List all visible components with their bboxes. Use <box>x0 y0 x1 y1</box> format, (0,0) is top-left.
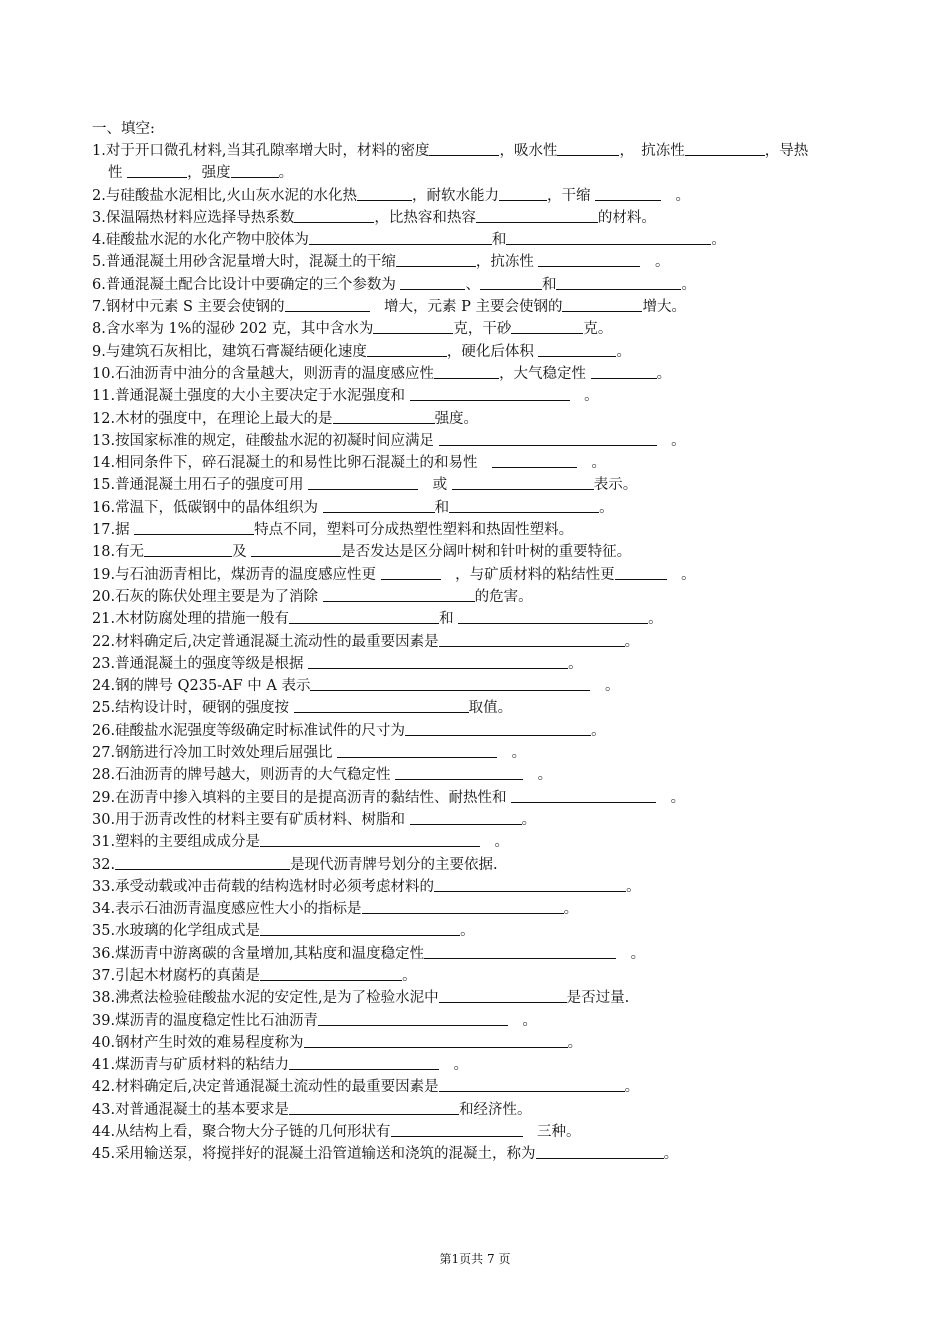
question-number: 16. <box>92 499 116 516</box>
question-item <box>92 1143 867 1165</box>
question-text: 的危害。 <box>474 588 533 605</box>
question-text: 在沥青中掺入填料的主要目的是提高沥青的黏结性、耐热性和 <box>115 789 512 806</box>
question-text: 是否过量. <box>566 990 630 1007</box>
answer-blank[interactable] <box>492 453 577 468</box>
question-item <box>92 1054 867 1076</box>
question-text: 。 <box>711 232 726 249</box>
question-text: 和 <box>491 232 507 249</box>
answer-blank[interactable] <box>511 319 583 334</box>
question-text: 结构设计时，硬钢的强度按 <box>115 700 294 717</box>
answer-blank[interactable] <box>595 186 661 201</box>
question-item <box>92 943 867 965</box>
question-text: 增大，元素 P 主要会使钢的 <box>369 299 563 316</box>
question-item <box>92 697 867 719</box>
question-item <box>92 608 867 630</box>
answer-blank[interactable] <box>308 654 568 669</box>
question-continuation <box>92 162 293 184</box>
question-text: 。 <box>577 455 607 472</box>
question-text: ，与矿质材料的粘结性更 <box>440 566 615 583</box>
question-text: 对普通混凝土的基本要求是 <box>115 1101 290 1118</box>
answer-blank[interactable] <box>538 342 616 357</box>
question-text: 增大。 <box>642 299 686 316</box>
question-text: 据 <box>115 522 135 539</box>
answer-blank[interactable] <box>260 966 402 981</box>
question-text: 普通混凝土的强度等级是根据 <box>115 655 309 672</box>
question-text: 引起木材腐朽的真菌是 <box>115 967 261 984</box>
question-text: 。 <box>624 633 640 650</box>
question-text: 。 <box>567 1034 583 1051</box>
question-text: 。 <box>497 745 527 762</box>
answer-blank[interactable] <box>294 208 374 223</box>
question-number: 44. <box>92 1124 116 1141</box>
question-number: 30. <box>92 811 116 828</box>
question-item <box>92 274 867 296</box>
question-text: 。 <box>666 566 696 583</box>
question-item <box>92 140 867 185</box>
answer-blank[interactable] <box>405 721 591 736</box>
question-text: 、 <box>465 276 480 293</box>
question-number: 32. <box>92 856 116 873</box>
question-item <box>92 474 867 496</box>
question-item <box>92 229 867 251</box>
question-text: ，比热容和热容 <box>374 209 476 226</box>
question-number: 23. <box>92 655 116 672</box>
question-text: 与石油沥青相比，煤沥青的温度感应性更 <box>115 566 381 583</box>
question-text: 。 <box>563 901 579 918</box>
answer-blank[interactable] <box>511 788 656 803</box>
question-text: 或 <box>418 477 452 494</box>
answer-blank[interactable] <box>536 1144 664 1159</box>
question-text: 和 <box>434 499 450 516</box>
question-text: 和经济性。 <box>459 1101 532 1118</box>
answer-blank[interactable] <box>260 832 480 847</box>
question-number: 4. <box>92 232 106 249</box>
question-text: ，抗冻性 <box>475 254 539 271</box>
question-text: 。 <box>439 1057 469 1074</box>
question-text: 沸煮法检验硅酸盐水泥的安定性,是为了检验水泥中 <box>115 990 439 1007</box>
answer-blank[interactable] <box>556 275 681 290</box>
question-item <box>92 519 867 541</box>
question-text: 克。 <box>583 321 613 338</box>
answer-blank[interactable] <box>429 141 499 156</box>
question-number: 11. <box>92 388 116 405</box>
answer-blank[interactable] <box>439 632 625 647</box>
question-text: 。 <box>402 967 417 984</box>
question-text: 特点不同，塑料可分成热塑性塑料和热固性塑料。 <box>254 522 574 539</box>
question-text: 普通混凝土用石子的强度可用 <box>115 477 309 494</box>
question-text: 。 <box>521 811 537 828</box>
question-item <box>92 251 867 273</box>
answer-blank[interactable] <box>381 565 441 580</box>
question-text: 材料确定后,决定普通混凝土流动性的最重要因素是 <box>115 1079 439 1096</box>
answer-blank[interactable] <box>538 252 640 267</box>
question-number: 27. <box>92 745 116 762</box>
question-number: 12. <box>92 410 116 427</box>
question-text: 普通混凝土强度的大小主要决定于水泥强度和 <box>115 388 410 405</box>
question-text: 有无 <box>115 544 145 561</box>
answer-blank[interactable] <box>458 609 648 624</box>
question-text: 。 <box>661 187 691 204</box>
question-item <box>92 296 867 318</box>
question-text: 的材料。 <box>597 209 656 226</box>
question-item <box>92 430 867 452</box>
question-item <box>92 764 867 786</box>
question-item <box>92 1076 867 1098</box>
question-item <box>92 408 867 430</box>
answer-blank[interactable] <box>289 609 439 624</box>
answer-blank[interactable] <box>357 186 412 201</box>
question-text: ，硬化后体积 <box>446 343 539 360</box>
question-item <box>92 876 867 898</box>
question-number: 1. <box>92 143 106 159</box>
question-number: 15. <box>92 477 116 494</box>
question-number: 9. <box>92 343 106 360</box>
question-item <box>92 318 867 340</box>
question-item <box>92 541 867 563</box>
question-text: 木材的强度中，在理论上最大的是 <box>115 410 333 427</box>
question-text: 承受动载或冲击荷载的结构选材时必须考虑材料的 <box>115 878 435 895</box>
answer-blank[interactable] <box>506 230 711 245</box>
question-text: 钢的牌号 Q235-AF 中 A 表示 <box>115 678 311 695</box>
question-text: 。 <box>569 388 599 405</box>
question-text: 。 <box>591 722 606 739</box>
answer-blank[interactable] <box>439 988 567 1003</box>
question-number: 31. <box>92 834 116 851</box>
question-text: 。 <box>656 432 686 449</box>
answer-blank[interactable] <box>309 230 492 245</box>
question-number: 3. <box>92 209 106 226</box>
question-number: 6. <box>92 276 106 293</box>
answer-blank[interactable] <box>323 587 475 602</box>
answer-blank[interactable] <box>134 520 254 535</box>
question-number: 21. <box>92 611 116 628</box>
question-number: 24. <box>92 678 116 695</box>
question-text: 煤沥青的温度稳定性比石油沥青 <box>115 1012 319 1029</box>
question-item <box>92 1099 867 1121</box>
question-number: 17. <box>92 522 116 539</box>
question-number: 19. <box>92 566 116 583</box>
answer-blank[interactable] <box>499 186 547 201</box>
question-text: 塑料的主要组成成分是 <box>115 834 261 851</box>
question-number: 36. <box>92 945 116 962</box>
answer-blank[interactable] <box>396 252 476 267</box>
question-text: 与硅酸盐水泥相比,火山灰水泥的水化热 <box>105 187 357 204</box>
question-text: 石油沥青中油分的含量越大，则沥青的温度感应性 <box>115 365 435 382</box>
question-item <box>92 831 867 853</box>
answer-blank[interactable] <box>310 676 590 691</box>
question-number: 8. <box>92 321 106 338</box>
question-text: 按国家标准的规定，硅酸盐水泥的初凝时间应满足 <box>115 432 439 449</box>
answer-blank[interactable] <box>115 855 290 870</box>
question-text: ，耐软水能力 <box>411 187 499 204</box>
question-text: ，干缩 <box>546 187 596 204</box>
question-item <box>92 987 867 1009</box>
question-text: 。 <box>681 276 696 293</box>
question-item <box>92 809 867 831</box>
answer-blank[interactable] <box>615 565 667 580</box>
question-text: 。 <box>460 923 475 940</box>
question-number: 40. <box>92 1034 116 1051</box>
question-number: 43. <box>92 1101 116 1118</box>
question-text: 。 <box>624 1079 640 1096</box>
answer-blank[interactable] <box>557 141 619 156</box>
answer-blank[interactable] <box>144 542 232 557</box>
answer-blank[interactable] <box>410 386 570 401</box>
question-list <box>92 140 867 1166</box>
question-text: 。 <box>640 254 670 271</box>
question-text: 相同条件下，碎石混凝土的和易性比卵石混凝土的和易性 <box>115 455 493 472</box>
answer-blank[interactable] <box>333 409 435 424</box>
answer-blank[interactable] <box>439 1077 625 1092</box>
answer-blank[interactable] <box>476 208 598 223</box>
question-number: 29. <box>92 789 116 806</box>
question-item <box>92 787 867 809</box>
question-text: 常温下，低碳钢中的晶体组织为 <box>115 499 323 516</box>
question-number: 42. <box>92 1079 116 1096</box>
question-number: 39. <box>92 1012 116 1029</box>
answer-blank[interactable] <box>391 1122 523 1137</box>
question-text: 。 <box>616 945 646 962</box>
question-text: 含水率为 1%的湿砂 202 克，其中含水为 <box>105 321 374 338</box>
question-text: 和 <box>439 611 459 628</box>
question-number: 2. <box>92 187 106 204</box>
question-text: 。 <box>616 343 631 360</box>
answer-blank[interactable] <box>289 1055 439 1070</box>
question-item <box>92 1010 867 1032</box>
question-text: 用于沥青改性的材料主要有矿质材料、树脂和 <box>115 811 410 828</box>
question-item <box>92 564 867 586</box>
answer-blank[interactable] <box>294 698 469 713</box>
question-number: 34. <box>92 901 116 918</box>
question-item <box>92 497 867 519</box>
question-text: 。 <box>599 499 614 516</box>
answer-blank[interactable] <box>260 921 460 936</box>
question-text: 性 <box>108 165 128 182</box>
section-title: 一、填空: <box>92 121 155 137</box>
question-number: 41. <box>92 1057 116 1074</box>
answer-blank[interactable] <box>480 275 542 290</box>
question-number: 14. <box>92 455 116 472</box>
answer-blank[interactable] <box>289 1100 459 1115</box>
question-number: 45. <box>92 1146 116 1163</box>
answer-blank[interactable] <box>308 475 418 490</box>
question-number: 7. <box>92 299 106 316</box>
answer-blank[interactable] <box>439 431 657 446</box>
answer-blank[interactable] <box>285 297 370 312</box>
answer-blank[interactable] <box>434 877 626 892</box>
question-text: 木材防腐处理的措施一般有 <box>115 611 290 628</box>
question-item <box>92 742 867 764</box>
question-text: 钢材中元素 S 主要会使钢的 <box>105 299 285 316</box>
question-text: 取值。 <box>468 700 513 717</box>
question-text: 。 <box>663 1146 679 1163</box>
question-number: 37. <box>92 967 116 984</box>
answer-blank[interactable] <box>452 475 594 490</box>
question-text: 表示石油沥青温度感应性大小的指标是 <box>115 901 362 918</box>
question-number: 18. <box>92 544 116 561</box>
question-text: 是否发达是区分阔叶树和针叶树的重要特征。 <box>341 544 632 561</box>
question-text: 材料确定后,决定普通混凝土流动性的最重要因素是 <box>115 633 439 650</box>
answer-blank[interactable] <box>251 542 341 557</box>
question-text: 保温隔热材料应选择导热系数 <box>105 209 295 226</box>
question-text: 与建筑石灰相比，建筑石膏凝结硬化速度 <box>105 343 367 360</box>
question-number: 25. <box>92 700 116 717</box>
question-text: 。 <box>626 878 641 895</box>
question-item <box>92 898 867 920</box>
answer-blank[interactable] <box>323 498 435 513</box>
question-text: ， 抗冻性 <box>619 143 685 159</box>
question-text: 。 <box>590 678 620 695</box>
question-text: 普通混凝土配合比设计中要确定的三个参数为 <box>105 276 401 293</box>
question-number: 38. <box>92 990 116 1007</box>
question-text: 。 <box>656 365 672 382</box>
question-text: 和 <box>541 276 557 293</box>
question-item <box>92 854 867 876</box>
answer-blank[interactable] <box>400 275 465 290</box>
answer-blank[interactable] <box>591 364 657 379</box>
answer-blank[interactable] <box>231 163 279 178</box>
question-text: ，吸水性 <box>499 143 558 159</box>
question-text: 克，干砂 <box>453 321 512 338</box>
question-text: 钢材产生时效的难易程度称为 <box>115 1034 304 1051</box>
question-number: 22. <box>92 633 116 650</box>
question-text: 硅酸盐水泥的水化产物中胶体为 <box>105 232 309 249</box>
question-text: ，导热 <box>764 143 809 159</box>
answer-blank[interactable] <box>395 765 523 780</box>
answer-blank[interactable] <box>304 1033 568 1048</box>
question-number: 20. <box>92 588 116 605</box>
question-item <box>92 675 867 697</box>
answer-blank[interactable] <box>373 319 453 334</box>
question-text: 石油沥青的牌号越大，则沥青的大气稳定性 <box>115 767 396 784</box>
question-item <box>92 965 867 987</box>
question-text: 对于开口微孔材料,当其孔隙率增大时，材料的密度 <box>105 143 430 159</box>
answer-blank[interactable] <box>410 810 522 825</box>
question-item <box>92 586 867 608</box>
question-item <box>92 1032 867 1054</box>
question-text: 普通混凝土用砂含泥量增大时，混凝土的干缩 <box>105 254 396 271</box>
question-text: 煤沥青与矿质材料的粘结力 <box>115 1057 290 1074</box>
question-text: 。 <box>508 1012 538 1029</box>
question-text: 及 <box>232 544 252 561</box>
question-item <box>92 653 867 675</box>
fill-in-section <box>92 120 867 1166</box>
question-text: 表示。 <box>593 477 638 494</box>
question-text: 。 <box>278 165 294 182</box>
question-text: 硅酸盐水泥强度等级确定时标准试件的尺寸为 <box>115 722 406 739</box>
question-item <box>92 185 867 207</box>
question-item <box>92 920 867 942</box>
question-item <box>92 385 867 407</box>
question-text: 。 <box>656 789 686 806</box>
question-text: 。 <box>480 834 510 851</box>
question-text: 石灰的陈伏处理主要是为了消除 <box>115 588 323 605</box>
question-item <box>92 207 867 229</box>
answer-blank[interactable] <box>362 899 564 914</box>
question-text: 。 <box>568 655 583 672</box>
page-footer: 第1页共 7 页 <box>439 1252 511 1266</box>
answer-blank[interactable] <box>449 498 599 513</box>
question-item <box>92 341 867 363</box>
answer-blank[interactable] <box>337 743 497 758</box>
question-item <box>92 363 867 385</box>
answer-blank[interactable] <box>562 297 642 312</box>
question-text: 从结构上看，聚合物大分子链的几何形状有 <box>115 1124 391 1141</box>
answer-blank[interactable] <box>367 342 447 357</box>
question-text: 三种。 <box>522 1124 581 1141</box>
question-text: 采用输送泵，将搅拌好的混凝土沿管道输送和浇筑的混凝土，称为 <box>115 1146 536 1163</box>
question-number: 10. <box>92 365 116 382</box>
answer-blank[interactable] <box>434 364 499 379</box>
question-number: 28. <box>92 767 116 784</box>
answer-blank[interactable] <box>127 163 187 178</box>
answer-blank[interactable] <box>318 1011 508 1026</box>
question-text: 强度。 <box>434 410 479 427</box>
question-number: 5. <box>92 254 106 271</box>
question-item <box>92 452 867 474</box>
question-item <box>92 720 867 742</box>
answer-blank[interactable] <box>424 944 616 959</box>
question-text: 。 <box>523 767 553 784</box>
question-number: 35. <box>92 923 116 940</box>
question-number: 33. <box>92 878 116 895</box>
question-text: 钢筋进行冷加工时效处理后屈强比 <box>115 745 338 762</box>
question-text: 煤沥青中游离碳的含量增加,其粘度和温度稳定性 <box>115 945 425 962</box>
question-text: ，大气稳定性 <box>499 365 591 382</box>
question-text: 。 <box>648 611 663 628</box>
question-number: 13. <box>92 432 116 449</box>
question-text: 是现代沥青牌号划分的主要依据. <box>290 856 498 873</box>
question-number: 26. <box>92 722 116 739</box>
question-text: 水玻璃的化学组成式是 <box>115 923 261 940</box>
answer-blank[interactable] <box>685 141 765 156</box>
question-item <box>92 631 867 653</box>
question-item <box>92 1121 867 1143</box>
question-text: ，强度 <box>187 165 231 182</box>
